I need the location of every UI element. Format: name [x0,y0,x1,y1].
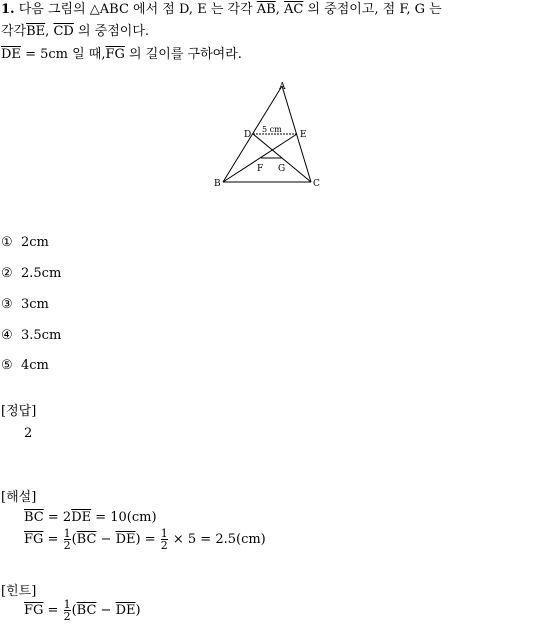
option-1[interactable] [1,235,49,250]
question-number: 1. [1,2,15,17]
question-text: 의 중점이고, 점 F, G 는 [307,2,442,17]
segment-ab: $\overline{AB}$ [256,2,276,17]
label-g: G [278,164,286,174]
label-a: A [279,82,286,92]
explanation-line-1 [24,510,157,525]
label-c: C [313,179,320,189]
option-text: 3.5cm [21,328,62,343]
question-text: 의 중점이다. [77,24,150,39]
label-d: D [244,130,252,140]
segment-bc: $\overline{BC}$ [76,603,97,618]
numerator: 1 [63,527,71,540]
text: = [43,532,63,547]
option-text: 2cm [21,235,49,250]
explanation-line-2 [24,528,266,551]
text: ( [71,603,77,618]
option-number: ③ [1,297,13,312]
segment-fg: $\overline{FG}$ [24,532,44,547]
triangle-figure [205,78,335,193]
option-text: 3cm [21,297,49,312]
segment-be [223,134,297,182]
hint-line [24,599,141,622]
option-2[interactable] [1,266,61,281]
label-b: B [214,179,221,189]
segment-be: $\overline{BE}$ [26,24,46,39]
label-e: E [300,130,307,140]
segment-fg: $\overline{FG}$ [24,603,44,618]
option-3[interactable] [1,297,49,312]
option-text: 4cm [21,358,49,373]
text: ( [71,532,77,547]
question-text: 각각 [1,24,27,39]
label-f: F [257,164,264,174]
text: × 5 = 2.5(cm) [168,532,266,547]
text: ) [135,603,141,618]
segment-ac: $\overline{AC}$ [284,2,304,17]
fraction-half [161,528,168,551]
segment-fg: $\overline{FG}$ [105,47,125,62]
hint-header: [힌트] [1,584,37,599]
numerator: 1 [160,527,168,540]
question-text: = 5cm 일 때, [25,47,106,62]
text: ) = [135,532,160,547]
answer-header: [정답] [1,404,37,419]
text: − [96,532,116,547]
text: = [43,603,63,618]
option-4[interactable] [1,328,61,343]
option-text: 2.5cm [21,266,62,281]
text: − [96,603,116,618]
option-number: ② [1,266,13,281]
question-text: 의 길이를 구하여라. [129,47,242,62]
option-5[interactable] [1,358,49,373]
comma: , [45,24,50,39]
question-line-1 [1,2,442,18]
question-line-2 [1,24,149,40]
segment-de: $\overline{DE}$ [1,47,21,62]
segment-de: $\overline{DE}$ [71,510,92,525]
option-number: ④ [1,328,13,343]
label-de-length: 5 cm [262,125,282,134]
question-text: 다음 그림의 △ABC 에서 점 D, E 는 각각 [18,2,253,17]
side-ab [223,86,282,182]
segment-bc: $\overline{BC}$ [24,510,44,525]
option-number: ⑤ [1,358,13,373]
segment-de: $\overline{DE}$ [115,532,136,547]
text: = 2 [43,510,72,525]
denominator: 2 [63,610,71,623]
fraction-half [64,528,71,551]
denominator: 2 [160,539,168,552]
comma: , [275,2,280,17]
explanation-header: [해설] [1,490,37,505]
answer-value: 2 [24,426,33,441]
fraction-half [64,599,71,622]
segment-de: $\overline{DE}$ [115,603,136,618]
text: = 10(cm) [91,510,157,525]
segment-bc: $\overline{BC}$ [76,532,97,547]
segment-cd: $\overline{CD}$ [53,24,74,39]
option-number: ① [1,235,13,250]
question-line-3 [1,47,242,63]
numerator: 1 [63,598,71,611]
denominator: 2 [63,539,71,552]
